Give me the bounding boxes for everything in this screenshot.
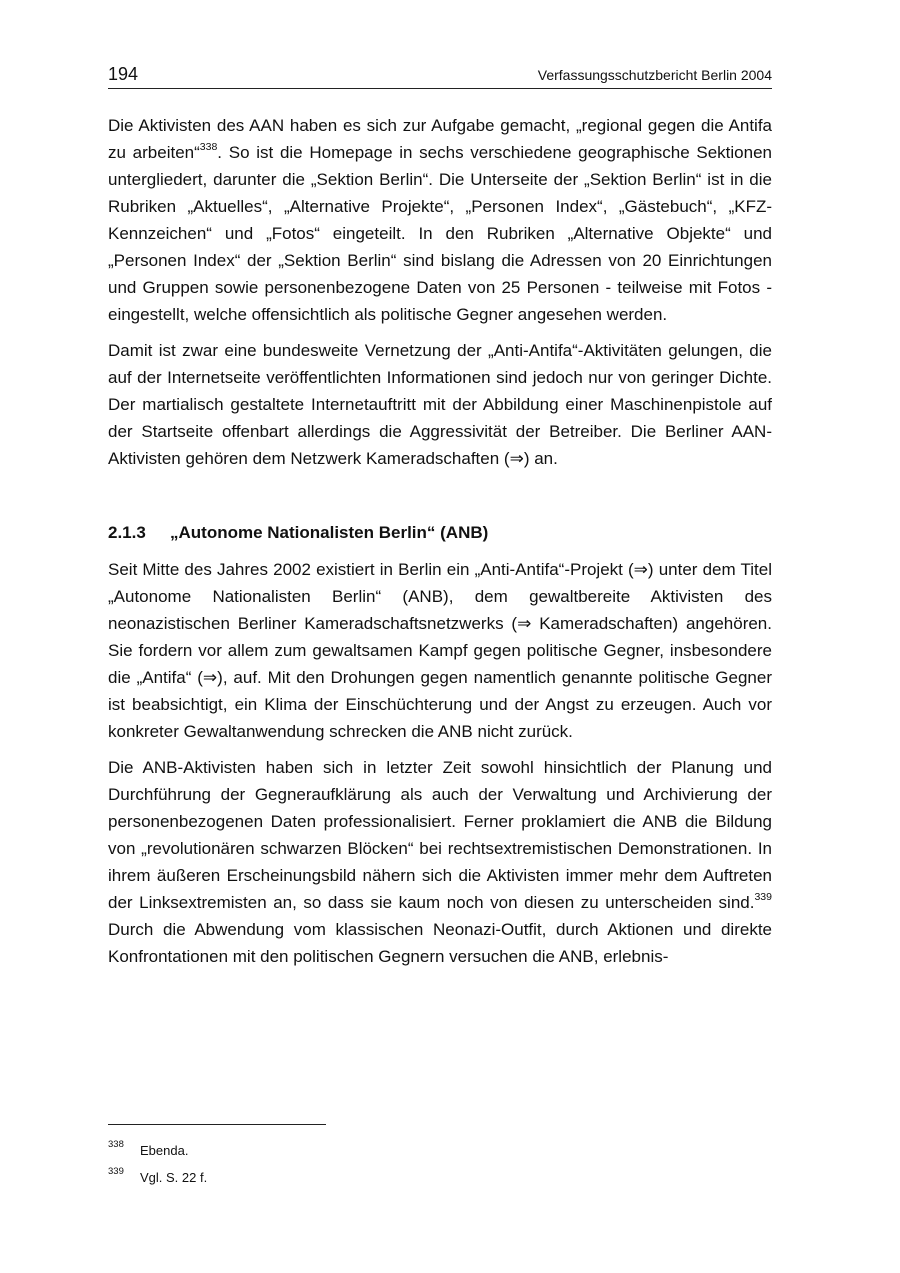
footnote-text: Ebenda. — [140, 1143, 189, 1158]
page-header — [108, 62, 772, 89]
section-heading — [108, 519, 772, 546]
paragraph-1-text-a: Die Aktivisten des AAN haben es sich zur Aufgabe gemacht, „regional gegen die Antifa zu arbeiten“ — [108, 116, 772, 162]
paragraph-4-text-b: Durch die Abwendung vom klassischen Neonazi-Outfit, durch Aktionen und direkte Konfrontationen mit den politischen Gegnern versuchen die ANB, erlebnis- — [108, 920, 772, 966]
paragraph-1 — [108, 112, 772, 328]
section-number: 2.1.3 — [108, 523, 146, 542]
paragraph-1-text-b: . So ist die Homepage in sechs verschiedene geographische Sektionen untergliedert, darunter die „Sektion Berlin“. Die Unterseite der „Sektion Berlin“ ist in die Rubriken „Aktuelles“, „Alternative Projekte“, „Personen Index“, „Gästebuch“, „KFZ-Kennzeichen“ und „Fotos“ eingeteilt. In den Rubriken „Alternative Objekte“ und „Personen Index“ der „Sektion Berlin“ sind bislang die Adressen von 20 Einrichtungen und Gruppen sowie personenbezogene Daten von 25 Personen - teilweise mit Fotos - eingestellt, welche offensichtlich als politische Gegner angesehen werden. — [108, 143, 772, 324]
footnote-text: Vgl. S. 22 f. — [140, 1170, 208, 1185]
paragraph-4-text-a: Die ANB-Aktivisten haben sich in letzter Zeit sowohl hinsichtlich der Planung und Durchführung der Gegneraufklärung als auch der Verwaltung und Archivierung der personenbezogenen Daten professionalisiert. Ferner proklamiert die ANB die Bildung von „revolutionären schwarzen Blöcken“ bei rechtsextremistischen Demonstrationen. In ihrem äußeren Erscheinungsbild nähern sich die Aktivisten immer mehr dem Auftreten der Linksextremisten an, so dass sie kaum noch von diesen zu unterscheiden sind. — [108, 758, 772, 912]
footnote-number: 339 — [108, 1166, 124, 1177]
paragraph-2: Damit ist zwar eine bundesweite Vernetzung der „Anti-Antifa“-Aktivitäten gelungen, die auf der Internetseite veröffentlichten Informationen sind jedoch nur von geringer Dichte. Der martialisch gestaltete Internetauftritt mit der Abbildung einer Maschinenpistole auf der Startseite offenbart allerdings die Aggressivität der Betreiber. Die Berliner AAN-Aktivisten gehören dem Netzwerk Kameradschaften (⇒) an. — [108, 341, 772, 468]
footnote-ref-338[interactable]: 338 — [199, 141, 218, 154]
paragraph-4 — [108, 754, 772, 970]
footnote-separator — [108, 1124, 326, 1125]
running-title: Verfassungsschutzbericht Berlin 2004 — [537, 67, 772, 83]
paragraph-3: Seit Mitte des Jahres 2002 existiert in Berlin ein „Anti-Antifa“-Projekt (⇒) unter dem Titel „Autonome Nationalisten Berlin“ (ANB), dem gewaltbereite Aktivisten des neonazistischen Berliner Kameradschaftsnetzwerks (⇒ Kameradschaften) angehören. Sie fordern vor allem zum gewaltsamen Kampf gegen politische Gegner, insbesondere die „Antifa“ (⇒), auf. Mit den Drohungen gegen namentlich genannte politische Gegner ist beabsichtigt, ein Klima der Einschüchterung und der Angst zu erzeugen. Auch vor konkreter Gewaltanwendung schrecken die ANB nicht zurück. — [108, 560, 772, 741]
page-number: 194 — [108, 64, 139, 84]
section-title: „Autonome Nationalisten Berlin“ (ANB) — [170, 523, 489, 542]
footnote-number: 338 — [108, 1139, 124, 1150]
page-content — [108, 112, 772, 970]
footnote-ref-339[interactable]: 339 — [754, 891, 772, 904]
